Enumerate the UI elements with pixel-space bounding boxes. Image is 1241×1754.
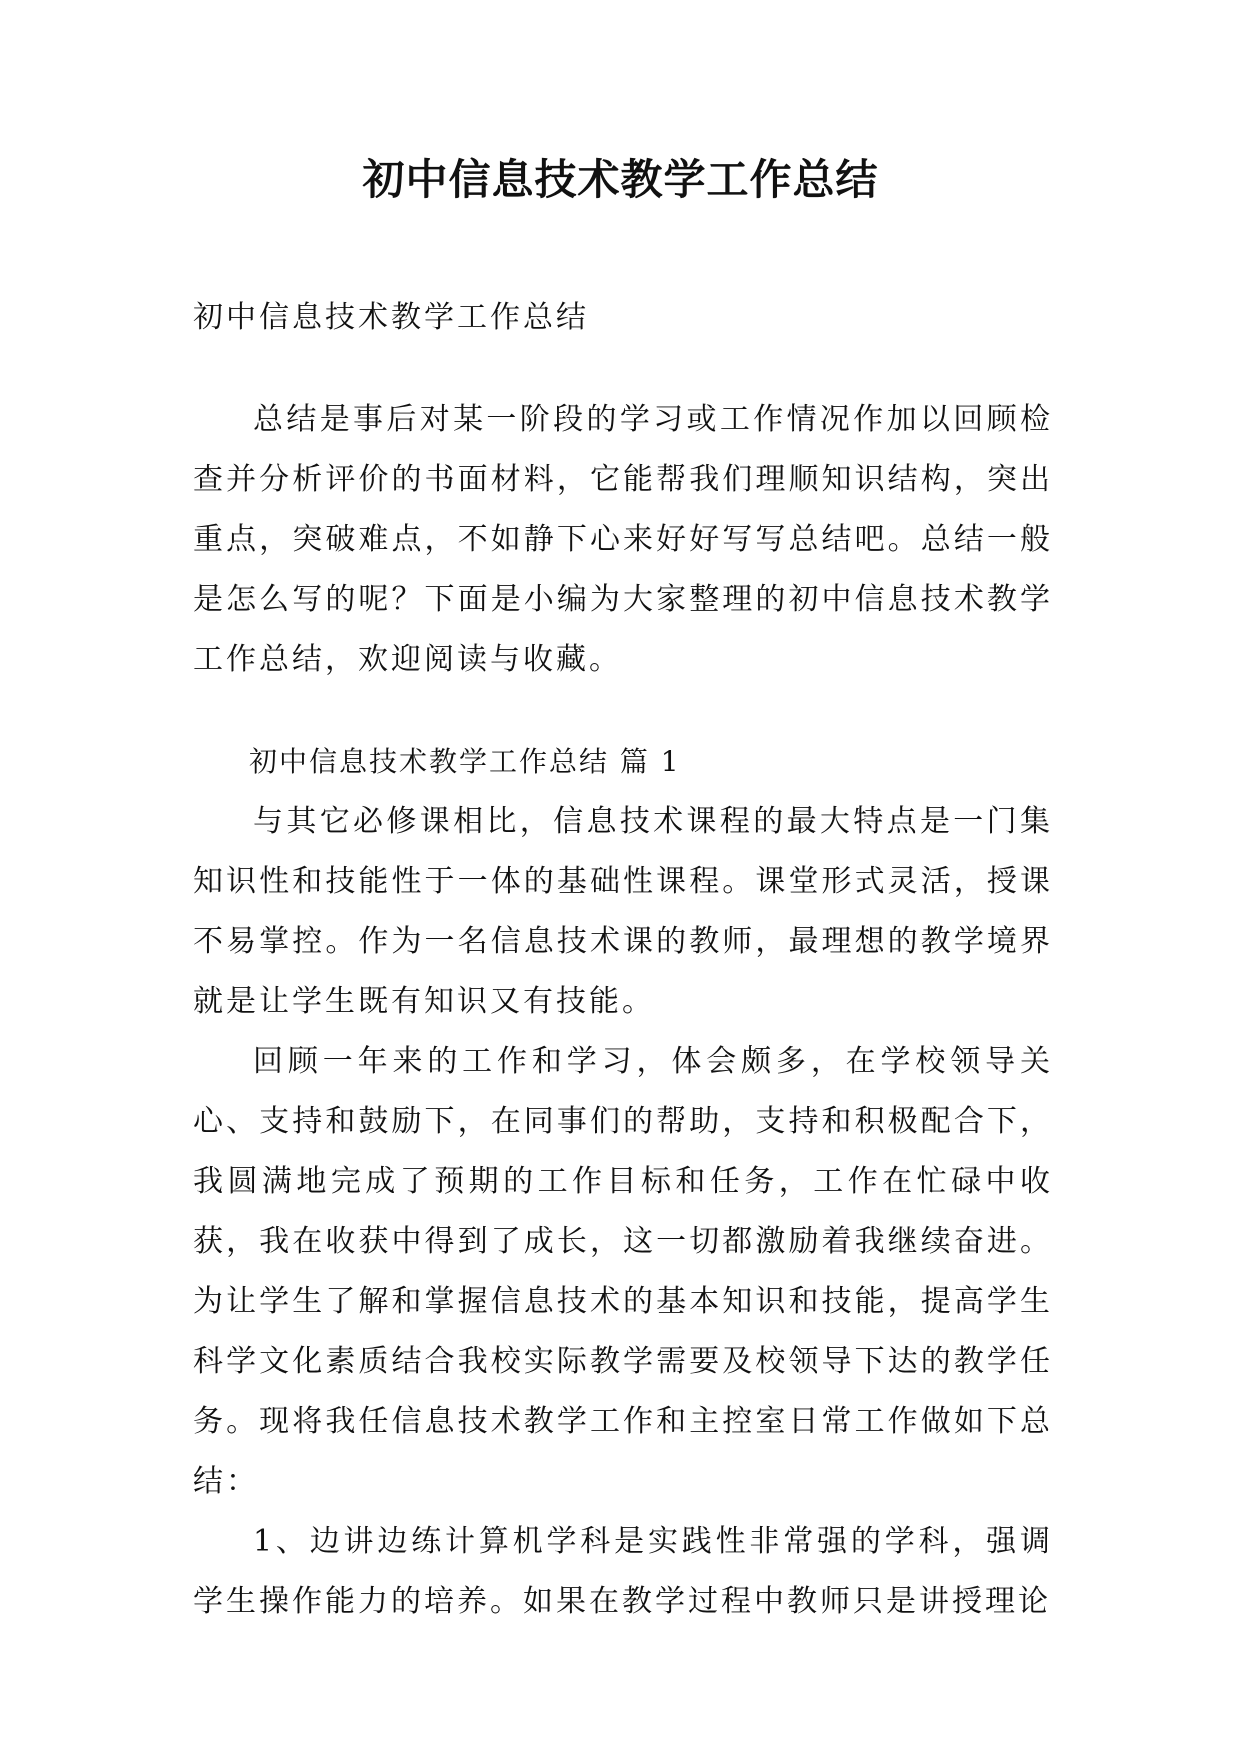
document-title: 初中信息技术教学工作总结 [362,155,879,204]
section-heading: 初中信息技术教学工作总结 篇 1 [249,745,681,778]
document-body [193,288,1053,1632]
body-paragraph: 1、边讲边练计算机学科是实践性非常强的学科，强调学生操作能力的培养。如果在教学过程中教师只是讲授理论 [193,1524,1053,1619]
document-subtitle: 初中信息技术教学工作总结 [193,300,589,335]
body-paragraph: 回顾一年来的工作和学习，体会颇多，在学校领导关心、支持和鼓励下，在同事们的帮助，支持和积极配合下，我圆满地完成了预期的工作目标和任务，工作在忙碌中收获，我在收获中得到了成长，这一切都激励着我继续奋进。为让学生了解和掌握信息技术的基本知识和技能，提高学生科学文化素质结合我校实际教学需要及校领导下达的教学任务。现将我任信息技术教学工作和主控室日常工作做如下总结： [193,1044,1053,1499]
body-paragraph: 与其它必修课相比，信息技术课程的最大特点是一门集知识性和技能性于一体的基础性课程。课堂形式灵活，授课不易掌控。作为一名信息技术课的教师，最理想的教学境界就是让学生既有知识又有技能。 [193,804,1053,1019]
intro-paragraph: 总结是事后对某一阶段的学习或工作情况作加以回顾检查并分析评价的书面材料，它能帮我们理顺知识结构，突出重点，突破难点，不如静下心来好好写写总结吧。总结一般是怎么写的呢？下面是小编为大家整理的初中信息技术教学工作总结，欢迎阅读与收藏。 [193,402,1053,677]
